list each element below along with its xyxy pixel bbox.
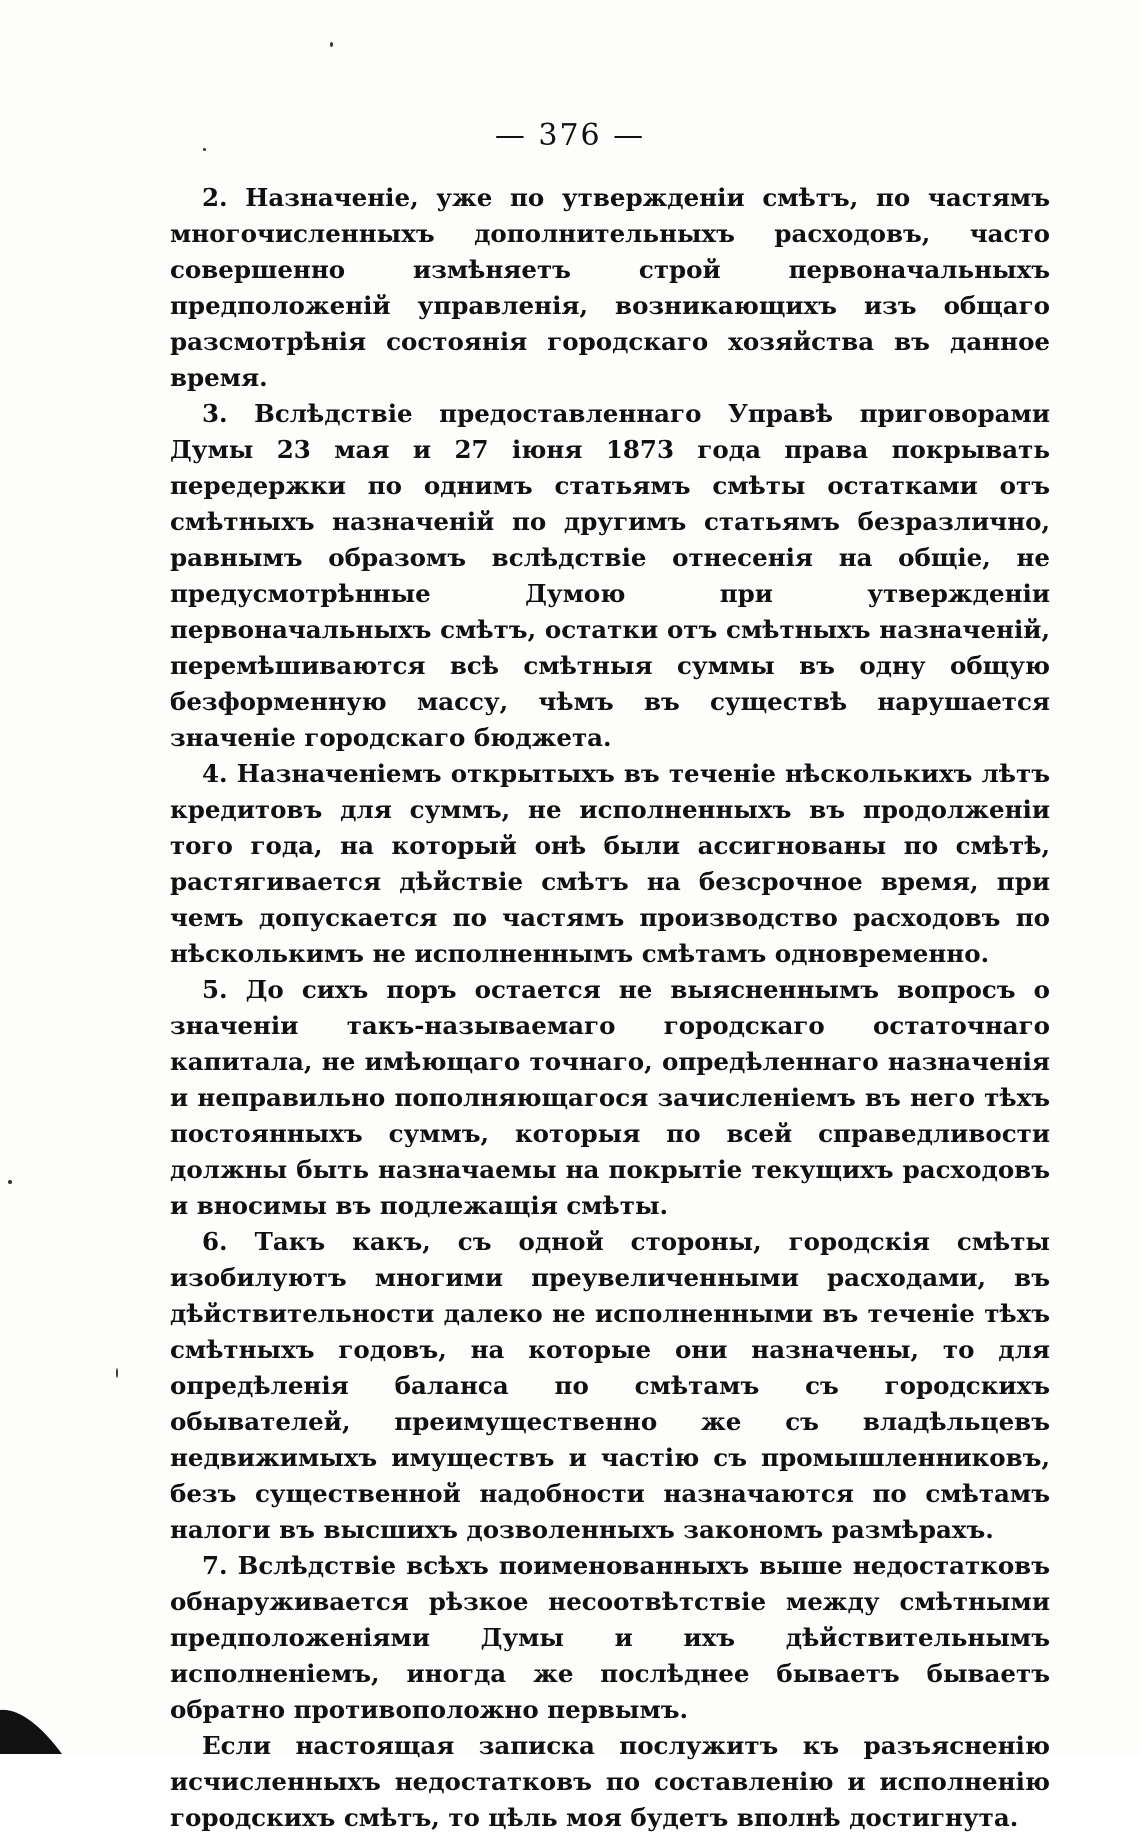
paragraph-5: 5. До сихъ поръ остается не выясненнымъ вопросъ о значеніи такъ-называемаго городскаго остаточнаго капитала, не имѣющаго точнаго, опредѣленнаго назначенія и неправильно пополняющагося зачисленіемъ въ него тѣхъ постоянныхъ суммъ, которыя по всей справедливости должны быть назначаемы на покрытіе текущихъ расходовъ и вносимы въ подлежащія смѣты. (170, 975, 1050, 1220)
paragraph-4: 4. Назначеніемъ открытыхъ въ теченіе нѣсколькихъ лѣтъ кредитовъ для суммъ, не исполненныхъ въ продолженіи того года, на который онѣ были ассигнованы по смѣтѣ, растягивается дѣйствіе смѣтъ на безсрочное время, при чемъ допускается по частямъ производство расходовъ по нѣсколькимъ не исполненнымъ смѣтамъ одновременно. (170, 759, 1050, 968)
paragraph-3: 3. Вслѣдствіе предоставленнаго Управѣ приговорами Думы 23 мая и 27 іюня 1873 года права покрывать передержки по однимъ статьямъ смѣты остатками отъ смѣтныхъ назначеній по другимъ статьямъ безразлично, равнымъ образомъ вслѣдствіе отнесенія на общіе, не предусмотрѣнные Думою при утвержденіи первоначальныхъ смѣтъ, остатки отъ смѣтныхъ назначеній, перемѣшиваются всѣ смѣтныя суммы въ одну общую безформенную массу, чѣмъ въ существѣ нарушается значеніе городскаго бюджета. (170, 399, 1050, 752)
paragraph-7: 7. Вслѣдствіе всѣхъ поименованныхъ выше недостатковъ обнаруживается рѣзкое несоотвѣтствіе между смѣтными предположеніями Думы и ихъ дѣйствительнымъ исполненіемъ, иногда же послѣднее бываетъ бываетъ обратно противоположно первымъ. (170, 1551, 1050, 1724)
paragraph-2: 2. Назначеніе, уже по утвержденіи смѣтъ, по частямъ многочисленныхъ дополнительныхъ расходовъ, часто совершенно измѣняетъ строй первоначальныхъ предположеній управленія, возникающихъ изъ общаго разсмотрѣнія состоянія городскаго хозяйства въ данное время. (170, 183, 1050, 392)
page-number: — 376 — (494, 118, 646, 153)
paragraph-conclusion: Если настоящая записка послужитъ къ разъясненію исчисленныхъ недостатковъ по составленію и исполненію городскихъ смѣтъ, то цѣль моя будетъ вполнѣ достигнута. (170, 1731, 1050, 1832)
body-text (170, 180, 1050, 1836)
scan-speck (116, 1368, 118, 1378)
scan-speck (330, 42, 333, 47)
scan-speck (8, 1180, 12, 1184)
paragraph-6: 6. Такъ какъ, съ одной стороны, городскія смѣты изобилуютъ многими преувеличенными расходами, въ дѣйствительности далеко не исполненными въ теченіе тѣхъ смѣтныхъ годовъ, на которые они назначены, то для опредѣленія баланса по смѣтамъ съ городскихъ обывателей, преимущественно же съ владѣльцевъ недвижимыхъ имуществъ и частію съ промышленниковъ, безъ существенной надобности назначаются по смѣтамъ налоги въ высшихъ дозволенныхъ закономъ размѣрахъ. (170, 1227, 1050, 1544)
scan-edge-mark (0, 1690, 62, 1754)
scan-speck (203, 148, 206, 151)
